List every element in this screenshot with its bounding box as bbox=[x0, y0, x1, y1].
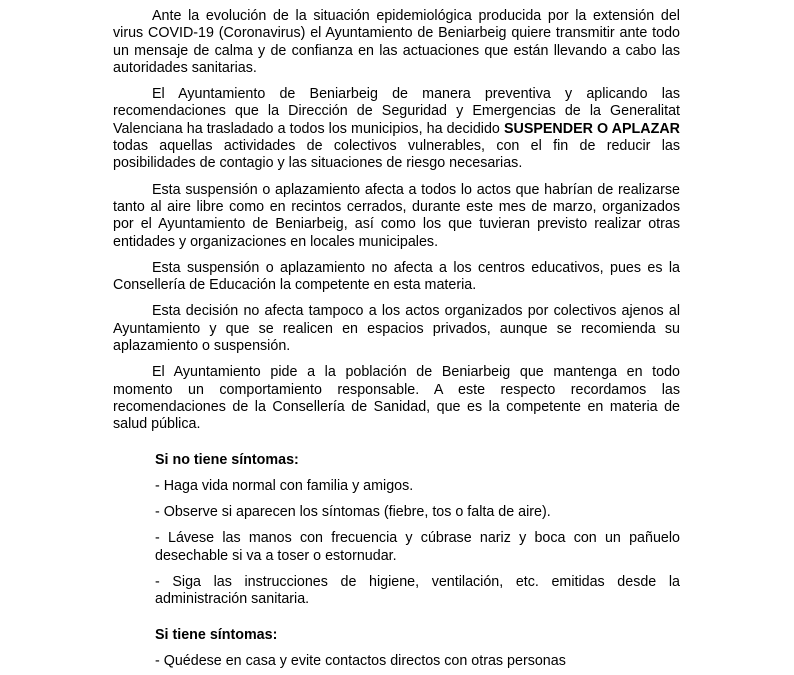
paragraph-text-after-bold: todas aquellas actividades de colectivos vulnerables, con el fin de reducir las posibilidades de contagio y las situaciones de riesgo necesarias. bbox=[113, 138, 680, 172]
paragraph-private-events: Esta decisión no afecta tampoco a los actos organizados por colectivos ajenos al Ayuntamiento y que se realicen en espacios privados, aunque se recomienda su aplazamiento o suspensión. bbox=[113, 303, 680, 355]
paragraph-text-before-bold: El Ayuntamiento de Beniarbeig de manera preventiva y aplicando las recomendaciones que la Dirección de Seguridad y Emergencias de la Generalitat Valenciana ha trasladado a todos los municipios, ha decidido bbox=[113, 86, 680, 137]
list-item: - Quédese en casa y evite contactos directos con otras personas bbox=[155, 652, 566, 669]
list-item: - Haga vida normal con familia y amigos. bbox=[155, 477, 414, 494]
paragraph-scope: Esta suspensión o aplazamiento afecta a todos lo actos que habrían de realizarse tanto al aire libre como en recintos cerrados, durante este mes de marzo, organizados por el Ayuntamiento de Beniarbeig, así como los que tuvieran previsto realizar otras entidades y organizaciones en locales municipales. bbox=[113, 181, 680, 250]
section-no-symptoms bbox=[155, 452, 680, 609]
bold-suspender-o-aplazar: SUSPENDER O APLAZAR bbox=[503, 120, 680, 137]
paragraph-education-exception: Esta suspensión o aplazamiento no afecta a los centros educativos, pues es la Consellería de Educación la competente en esta materia. bbox=[113, 259, 680, 294]
list-item: - Observe si aparecen los síntomas (fiebre, tos o falta de aire). bbox=[155, 504, 551, 521]
list-item: - Lávese las manos con frecuencia y cúbrase nariz y boca con un pañuelo desechable si va a toser o estornudar. bbox=[155, 530, 680, 564]
paragraph-suspension-decision bbox=[113, 86, 680, 172]
section-heading-no-symptoms: Si no tiene síntomas: bbox=[155, 451, 299, 468]
paragraph-responsibility: El Ayuntamiento pide a la población de Beniarbeig que mantenga en todo momento un comportamiento responsable. A este respecto recordamos las recomendaciones de la Consellería de Sanidad, que es la competente en materia de salud pública. bbox=[113, 364, 680, 433]
list-item: - Siga las instrucciones de higiene, ventilación, etc. emitidas desde la administración sanitaria. bbox=[155, 574, 680, 608]
section-symptoms bbox=[155, 627, 680, 671]
paragraph-intro: Ante la evolución de la situación epidemiológica producida por la extensión del virus COVID-19 (Coronavirus) el Ayuntamiento de Beniarbeig quiere transmitir ante todo un mensaje de calma y de confianza en las actuaciones que están llevando a cabo las autoridades sanitarias. bbox=[113, 8, 680, 76]
section-heading-symptoms: Si tiene síntomas: bbox=[155, 626, 278, 643]
